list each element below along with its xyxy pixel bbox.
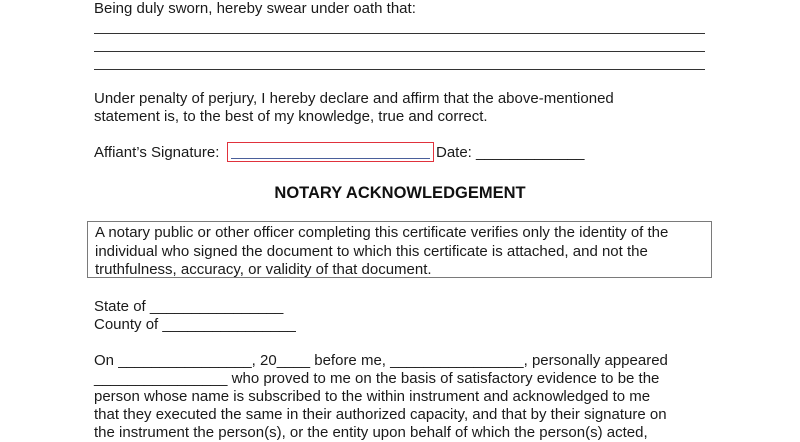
notary-heading: NOTARY ACKNOWLEDGEMENT bbox=[274, 184, 526, 202]
ack-line-2-text: who proved to me on the basis of satisfactory evidence to be the bbox=[227, 370, 660, 387]
notary-notice-text bbox=[95, 224, 707, 280]
perjury-line-2: statement is, to the best of my knowledge, true and correct. bbox=[94, 108, 488, 125]
notice-line-3: truthfulness, accuracy, or validity of that document. bbox=[95, 261, 432, 278]
ack-date-field[interactable]: ________________ bbox=[118, 352, 252, 369]
county-row bbox=[94, 316, 296, 334]
state-field[interactable]: ________________ bbox=[149, 298, 284, 315]
perjury-line-1: Under penalty of perjury, I hereby declare and affirm that the above-mentioned bbox=[94, 90, 614, 107]
affiant-signature-field[interactable] bbox=[227, 142, 434, 162]
ack-before-me: before me, bbox=[310, 352, 391, 369]
ack-on-label: On bbox=[94, 352, 115, 369]
state-row bbox=[94, 298, 283, 316]
ack-year-field[interactable]: ____ bbox=[276, 352, 311, 369]
ack-notary-name-field[interactable]: ________________ bbox=[390, 352, 524, 369]
signature-label: Affiant’s Signature: bbox=[94, 144, 220, 161]
ack-line-1 bbox=[94, 352, 668, 370]
statement-line-1[interactable] bbox=[94, 33, 705, 34]
ack-line-2 bbox=[94, 370, 659, 388]
statement-line-2[interactable] bbox=[94, 51, 705, 52]
county-label: County of bbox=[94, 316, 159, 333]
ack-year-prefix: , 20 bbox=[251, 352, 277, 369]
ack-appeared: , personally appeared bbox=[523, 352, 668, 369]
ack-signer-name-field[interactable]: ________________ bbox=[94, 370, 228, 387]
signature-underline bbox=[231, 158, 430, 159]
ack-line-5: the instrument the person(s), or the entity upon behalf of which the person(s) acted, bbox=[94, 424, 648, 441]
notice-line-2: individual who signed the document to which this certificate is attached, and not the bbox=[95, 242, 648, 260]
date-row bbox=[436, 144, 584, 162]
notary-notice-box bbox=[87, 221, 712, 278]
ack-line-3: person whose name is subscribed to the within instrument and acknowledged to me bbox=[94, 388, 651, 405]
date-label: Date: bbox=[436, 144, 472, 161]
county-field[interactable]: ________________ bbox=[162, 316, 296, 333]
statement-line-3[interactable] bbox=[94, 69, 705, 70]
date-field[interactable]: _____________ bbox=[476, 144, 585, 161]
state-label: State of bbox=[94, 298, 146, 315]
ack-line-4: that they executed the same in their authorized capacity, and that by their signature on bbox=[94, 406, 667, 423]
oath-intro: Being duly sworn, hereby swear under oath that: bbox=[94, 0, 416, 17]
notice-line-1: A notary public or other officer completing this certificate verifies only the identity of the bbox=[95, 224, 669, 241]
